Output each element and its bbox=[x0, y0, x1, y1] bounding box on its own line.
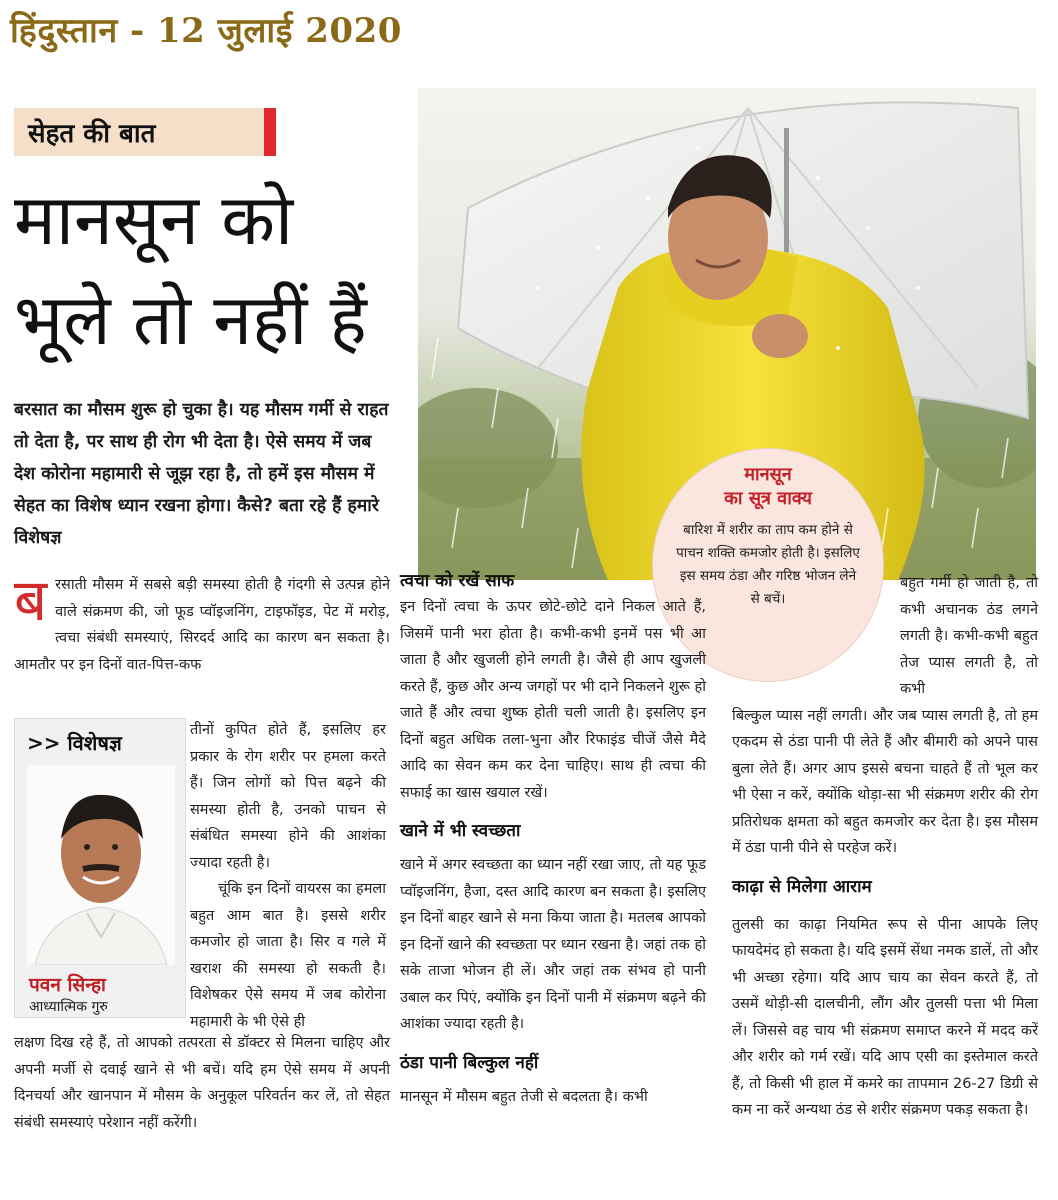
column-1-middle-para-2: चूंकि इन दिनों वायरस का हमला बहुत आम बात है। इससे शरीर कमजोर हो जाता है। सिर व गले में खराश की समस्या हो सकती है। विशेषकर ऐसे समय में जब कोरोना महामारी के भी ऐसे ही bbox=[190, 881, 386, 1030]
headline bbox=[14, 170, 424, 370]
callout-body: बारिश में शरीर का ताप कम होने से पाचन शक्ति कमजोर होती है। इसलिए इस समय ठंडा और गरिष्ठ भोजन लेने से बचें। bbox=[676, 522, 860, 607]
subhead-kadha: काढ़ा से मिलेगा आराम bbox=[732, 876, 872, 897]
column-1-bottom bbox=[14, 1030, 390, 1136]
expert-role: आध्यात्मिक गुरु bbox=[29, 999, 108, 1015]
expert-label: >> विशेषज्ञ bbox=[27, 731, 122, 755]
subhead-food-hygiene: खाने में भी स्वच्छता bbox=[400, 821, 521, 841]
expert-photo bbox=[27, 765, 175, 965]
skin-paragraph: इन दिनों त्वचा के ऊपर छोटे-छोटे दाने निकल आते हैं, जिसमें पानी भरा होता है। कभी-कभी इनमें पस भी आ जाता है और खुजली होने लगती है। जैसे ही आप खुजली करते हैं, कुछ और अन्य जगहों पर भी दाने निकलने शुरू हो जाते हैं और त्वचा शुष्क होती चली जाती है। इसलिए इन दिनों बहुत अधिक तला-भुना और रिफाइंड चीजें जैसे मैदे आदि का सेवन कम कर देना चाहिए। साथ ही त्वचा की सफाई का खास खयाल रखें। bbox=[400, 599, 706, 801]
callout-title-line-2: का सूत्र वाक्य bbox=[724, 488, 812, 509]
column-3 bbox=[732, 570, 1038, 1124]
expert-box bbox=[14, 718, 186, 1018]
column-1-middle bbox=[190, 717, 386, 1035]
column-1-bottom-text: लक्षण दिख रहे हैं, तो आपको तत्परता से डॉक्टर से मिलना चाहिए और अपनी मर्जी से दवाई खाने से भी बचें। यदि हम ऐसे समय में अपनी दिनचर्या और खानपान में मौसम के अनुकूल परिवर्तन कर लें, तो सेहत संबंधी समस्याएं परेशान नहीं करेंगी। bbox=[14, 1035, 390, 1131]
cold-water-paragraph-start: मानसून में मौसम बहुत तेजी से बदलता है। कभी bbox=[400, 1088, 648, 1105]
headline-line-2: भूले तो नहीं हैं bbox=[14, 279, 367, 361]
column-3-top-text: बहुत गर्मी हो जाती है, तो कभी अचानक ठंड लगने लगती है। कभी-कभी बहुत तेज प्यास लगती है, तो कभी bbox=[900, 575, 1038, 697]
masthead: हिंदुस्तान - 12 जुलाई 2020 bbox=[10, 11, 402, 51]
section-tag bbox=[14, 108, 276, 156]
kadha-paragraph: तुलसी का काढ़ा नियमित रूप से पीना आपके लिए फायदेमंद हो सकता है। यदि इसमें सेंधा नमक डालें, तो और भी अच्छा रहेगा। यदि आप चाय का सेवन करते हैं, तो उसमें थोड़ी-सी दालचीनी, लौंग और तुलसी पत्ता भी मिला लें। जिससे वह चाय भी संक्रमण समाप्त करने में मदद करें और शरीर को गर्म रखें। यदि आप एसी का इस्तेमाल करते हैं, तो किसी भी हाल में कमरे का तापमान 26-27 डिग्री से कम ना करें अन्यथा ठंड से शरीर संक्रमण पकड़ सकता है। bbox=[732, 916, 1038, 1118]
expert-name: पवन सिन्हा bbox=[29, 974, 106, 996]
subhead-skin: त्वचा को रखें साफ bbox=[400, 571, 515, 591]
cold-water-paragraph-continued: बिल्कुल प्यास नहीं लगती। और जब प्यास लगती है, तो हम एकदम से ठंडा पानी पी लेते हैं और बीमारी को अपने पास बुला लेते हैं। अगर आप इससे बचना चाहते हैं तो भूल कर भी ऐसा न करें, क्योंकि थोड़ा-सा भी संक्रमण शरीर की रोग प्रतिरोधक क्षमता को बहुत कमजोर कर देता है। इस मौसम में ठंडा पानी पीने से परहेज करें। bbox=[732, 707, 1038, 856]
drop-cap: ब bbox=[14, 566, 48, 634]
intro-paragraph: बरसात का मौसम शुरू हो चुका है। यह मौसम गर्मी से राहत तो देता है, पर साथ ही रोग भी देता है। ऐसे समय में जब देश कोरोना महामारी से जूझ रहा है, तो हमें इस मौसम में सेहत का विशेष ध्यान रखना होगा। कैसे? बता रहे हैं हमारे विशेषज्ञ bbox=[14, 400, 389, 548]
column-1-middle-para-1: तीनों कुपित होते हैं, इसलिए हर प्रकार के रोग शरीर पर हमला करते हैं। जिन लोगों को पित्त बढ़ने की समस्या होती है, उनको पाचन से संबंधित समस्या होने की आशंका ज्यादा रहती है। bbox=[190, 722, 386, 871]
callout-title bbox=[653, 463, 883, 511]
callout-title-line-1: मानसून bbox=[744, 464, 792, 485]
column-1-top bbox=[14, 566, 390, 678]
column-1-top-text: रसाती मौसम में सबसे बड़ी समस्या होती है गंदगी से उत्पन्न होने वाले संक्रमण की, जो फूड प्वॉइजनिंग, टाइफॉइड, पेट में मरोड़, त्वचा संबंधी समस्याएं, सिरदर्द आदि का कारण बन सकता है। आमतौर पर इन दिनों वात-पित्त-कफ bbox=[14, 577, 390, 673]
column-2 bbox=[400, 568, 706, 1110]
food-hygiene-paragraph: खाने में अगर स्वच्छता का ध्यान नहीं रखा जाए, तो यह फूड प्वॉइजनिंग, हैजा, दस्त आदि कारण बन सकता है। इसलिए इन दिनों बाहर खाने से मना किया जाता है। मतलब आपको इन दिनों खाने की स्वच्छता पर ध्यान रखना है। जहां तक हो सके ताजा भोजन ही लें। और जहां तक संभव हो पानी उबाल कर पिएं, क्योंकि इन दिनों पानी में संक्रमण बढ़ने की आशंका ज्यादा रहती है। bbox=[400, 857, 706, 1032]
headline-line-1: मानसून को bbox=[14, 179, 294, 261]
section-tag-label: सेहत की बात bbox=[28, 119, 156, 149]
subhead-cold-water: ठंडा पानी बिल्कुल नहीं bbox=[400, 1052, 539, 1073]
